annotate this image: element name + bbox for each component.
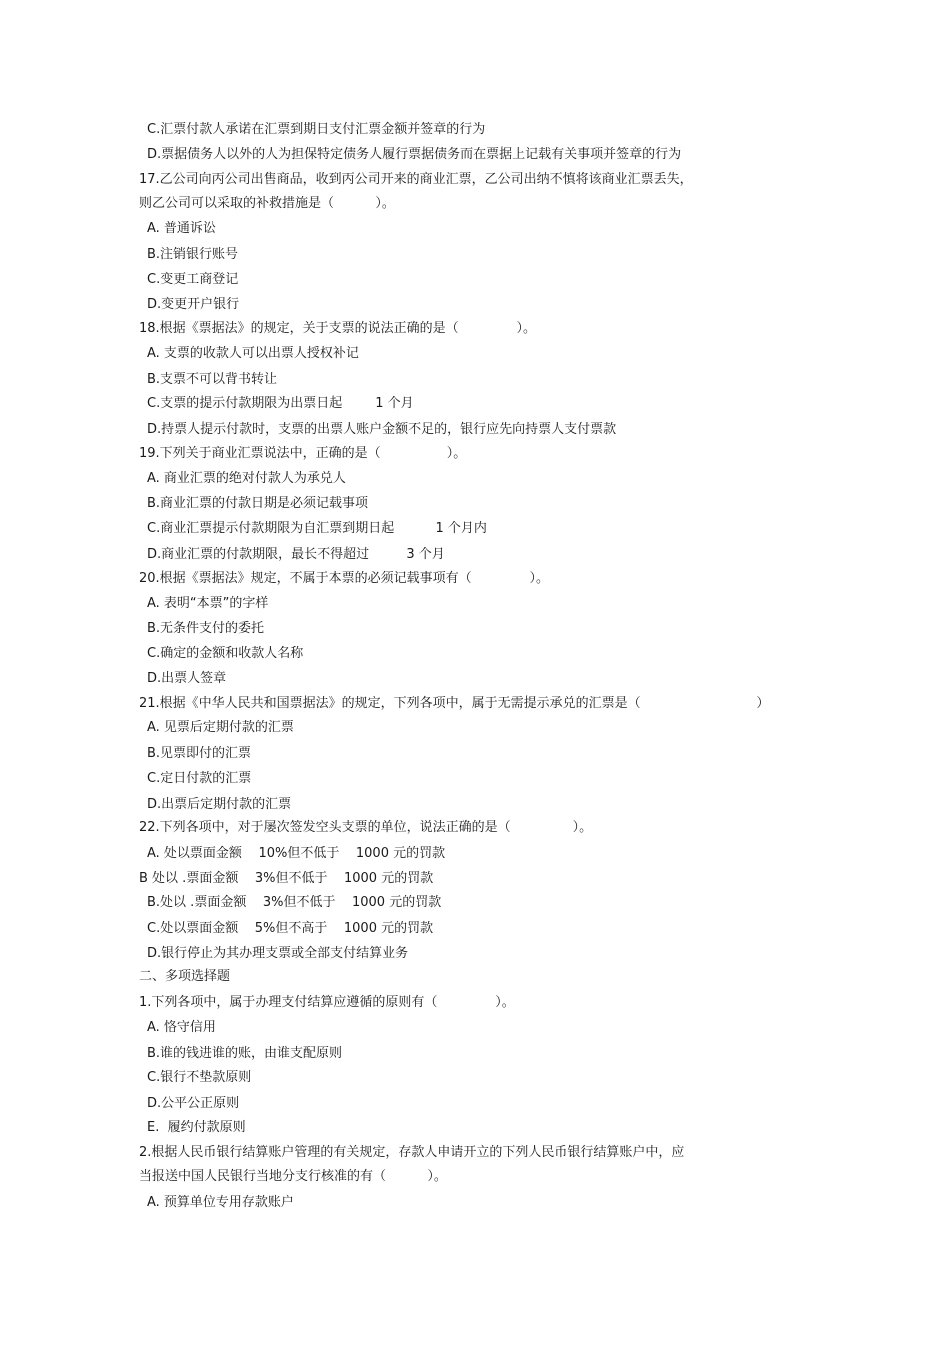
option-a-q22: A. 处以票面金额 10%但不低于 1000 元的罚款 <box>147 846 446 861</box>
option-c-m1: C.银行不垫款原则 <box>147 1070 252 1085</box>
option-d-q20: D.出票人签章 <box>147 671 227 686</box>
option-b-q18: B.支票不可以背书转让 <box>147 372 278 387</box>
option-a-q17: A. 普通诉讼 <box>147 221 216 236</box>
option-d-q22: D.银行停止为其办理支票或全部支付结算业务 <box>147 946 409 961</box>
option-d-q16: D.票据债务人以外的人为担保特定债务人履行票据债务而在票据上记载有关事项并签章的行为 <box>147 147 682 162</box>
option-c-q20: C.确定的金额和收款人名称 <box>147 646 304 661</box>
option-b-q22: B.处以 .票面金额 3%但不低于 1000 元的罚款 <box>147 895 442 910</box>
multi-question-2: 2.根据人民币银行结算账户管理的有关规定，存款人申请开立的下列人民币银行结算账户中，应 <box>139 1145 685 1160</box>
section-heading-multiple-choice: 二、多项选择题 <box>139 969 231 984</box>
option-b-q21: B.见票即付的汇票 <box>147 746 252 761</box>
option-b-m1: B.谁的钱进谁的账，由谁支配原则 <box>147 1046 343 1061</box>
option-a-q21: A. 见票后定期付款的汇票 <box>147 720 294 735</box>
option-d-m1: D.公平公正原则 <box>147 1096 240 1111</box>
option-c-q19: C.商业汇票提示付款期限为自汇票到期日起 1 个月内 <box>147 521 487 536</box>
question-17: 17.乙公司向丙公司出售商品，收到丙公司开来的商业汇票，乙公司出纳不慎将该商业汇票丢失， <box>139 172 693 187</box>
option-d-q18: D.持票人提示付款时，支票的出票人账户金额不足的，银行应先向持票人支付票款 <box>147 422 617 437</box>
option-d-q21: D.出票后定期付款的汇票 <box>147 797 292 812</box>
option-a-m2: A. 预算单位专用存款账户 <box>147 1195 294 1210</box>
option-d-q19: D.商业汇票的付款期限，最长不得超过 3 个月 <box>147 547 445 562</box>
option-a-q19: A. 商业汇票的绝对付款人为承兑人 <box>147 471 346 486</box>
multi-question-2-cont: 当报送中国人民银行当地分支行核准的有（ ）。 <box>139 1169 447 1184</box>
option-c-q16: C.汇票付款人承诺在汇票到期日支付汇票金额并签章的行为 <box>147 122 486 137</box>
option-a-q20: A. 表明“本票”的字样 <box>147 596 269 611</box>
option-b-q19: B.商业汇票的付款日期是必须记载事项 <box>147 496 369 511</box>
question-20: 20.根据《票据法》规定，不属于本票的必须记载事项有（ ）。 <box>139 571 550 586</box>
multi-question-1: 1.下列各项中，属于办理支付结算应遵循的原则有（ ）。 <box>139 995 515 1010</box>
option-b-q20: B.无条件支付的委托 <box>147 621 265 636</box>
option-c-q21: C.定日付款的汇票 <box>147 771 252 786</box>
option-a-m1: A. 恪守信用 <box>147 1020 216 1035</box>
option-c-q17: C.变更工商登记 <box>147 272 239 287</box>
question-19: 19.下列关于商业汇票说法中，正确的是（ ）。 <box>139 446 467 461</box>
option-d-q17: D.变更开户银行 <box>147 297 240 312</box>
question-17-cont: 则乙公司可以采取的补救措施是（ ）。 <box>139 196 395 211</box>
option-b-q22-alt: B 处以 .票面金额 3%但不低于 1000 元的罚款 <box>139 871 434 886</box>
option-a-q18: A. 支票的收款人可以出票人授权补记 <box>147 346 359 361</box>
question-18: 18.根据《票据法》的规定，关于支票的说法正确的是（ ）。 <box>139 321 537 336</box>
question-22: 22.下列各项中，对于屡次签发空头支票的单位，说法正确的是（ ）。 <box>139 820 593 835</box>
question-21: 21.根据《中华人民共和国票据法》的规定，下列各项中，属于无需提示承兑的汇票是（ ） <box>139 696 770 711</box>
option-b-q17: B.注销银行账号 <box>147 247 239 262</box>
option-c-q18: C.支票的提示付款期限为出票日起 1 个月 <box>147 396 414 411</box>
option-c-q22: C.处以票面金额 5%但不高于 1000 元的罚款 <box>147 921 434 936</box>
option-e-m1: E. 履约付款原则 <box>147 1120 246 1135</box>
